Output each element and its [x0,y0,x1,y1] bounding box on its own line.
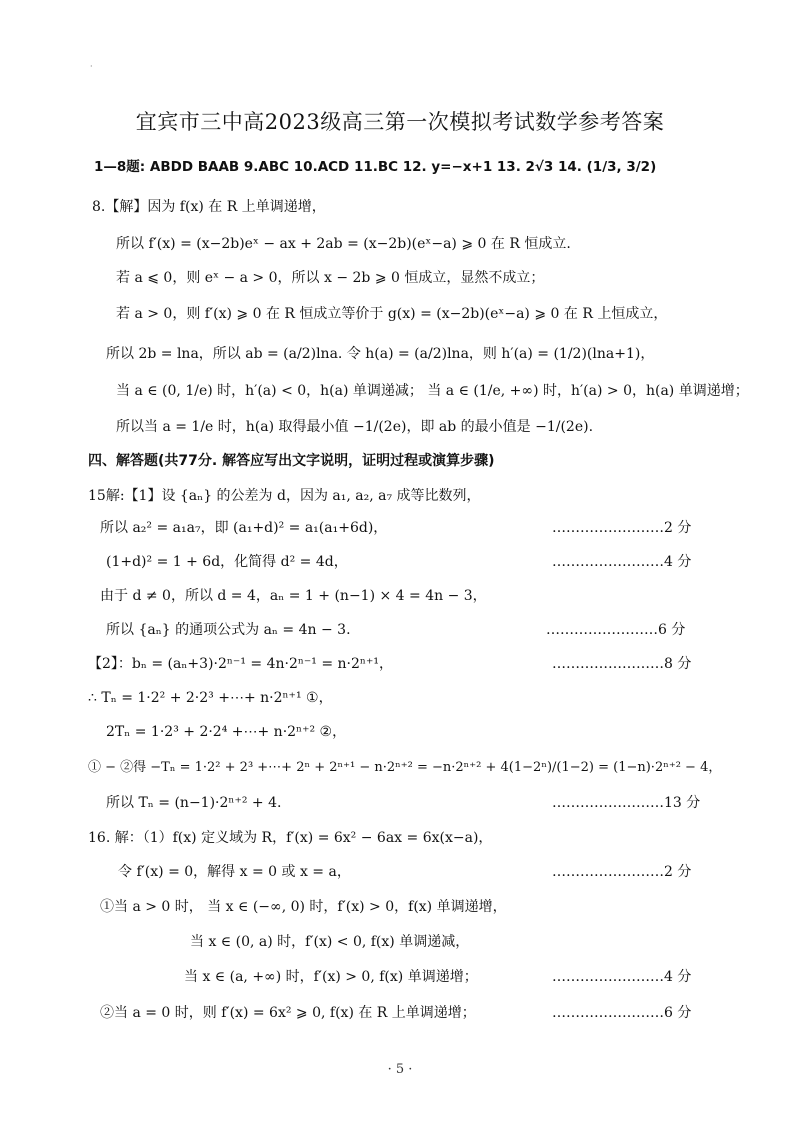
page-title: 宜宾市三中高2023级高三第一次模拟考试数学参考答案 [135,110,665,134]
q15-score-13: ……………………13 分 [552,795,701,811]
q15-line-2: 所以 a₂² = a₁a₇，即 (a₁+d)² = a₁(a₁+6d)， [100,520,388,536]
q16-line-3: ①当 a > 0 时， 当 x ∈ (−∞, 0) 时，f′(x) > 0，f(x) 单调递增， [100,899,507,915]
q15-line-4: 由于 d ≠ 0，所以 d = 4，aₙ = 1 + (n−1) × 4 = 4n − 3， [100,588,487,604]
q8-line-3: 若 a ⩽ 0，则 eˣ − a > 0，所以 x − 2b ⩾ 0 恒成立，显然不成立； [116,270,545,286]
q8-line-1: 8.【解】因为 f(x) 在 R 上单调递增， [92,199,326,215]
q15-score-2: ……………………2 分 [552,520,692,536]
q8-line-5: 所以 2b = lna，所以 ab = (a/2)lna. 令 h(a) = (a/2)lna，则 h′(a) = (1/2)(lna+1)， [106,346,655,362]
q8-line-6: 当 a ∈ (0, 1/e) 时，h′(a) < 0，h(a) 单调递减； 当 a ∈ (1/e, +∞) 时，h′(a) > 0，h(a) 单调递增； [116,383,749,399]
q16-line-6: ②当 a = 0 时，则 f′(x) = 6x² ⩾ 0, f(x) 在 R 上单调递增； [100,1005,476,1021]
q15-line-6: 【2】：bₙ = (aₙ+3)·2ⁿ⁻¹ = 4n·2ⁿ⁻¹ = n·2ⁿ⁺¹， [88,656,393,672]
section-heading: 四、解答题(共77分. 解答应写出文字说明，证明过程或演算步骤) [88,453,495,469]
q15-score-4: ……………………4 分 [552,554,692,570]
q16-line-5: 当 x ∈ (a, +∞) 时，f′(x) > 0, f(x) 单调递增； [184,969,478,985]
corner-mark: · [90,62,93,71]
q8-line-4: 若 a > 0，则 f′(x) ⩾ 0 在 R 恒成立等价于 g(x) = (x−2b)(eˣ−a) ⩾ 0 在 R 上恒成立， [116,306,668,322]
q16-line-4: 当 x ∈ (0, a) 时，f′(x) < 0, f(x) 单调递减， [190,934,470,950]
q15-line-1: 15解:【1】设 {aₙ} 的公差为 d，因为 a₁, a₂, a₇ 成等比数列， [88,488,481,504]
q16-score-4: ……………………4 分 [552,969,692,985]
q15-line-10: 所以 Tₙ = (n−1)·2ⁿ⁺² + 4. [106,795,282,811]
answers-line: 1—8题: ABDD BAAB 9.ABC 10.ACD 11.BC 12. y=−x+1 13. 2√3 14. (1/3, 3/2) [94,159,657,175]
q15-score-8: ……………………8 分 [552,656,692,672]
q8-line-2: 所以 f′(x) = (x−2b)eˣ − ax + 2ab = (x−2b)(eˣ−a) ⩾ 0 在 R 恒成立. [116,236,571,252]
q15-score-6: ……………………6 分 [546,622,686,638]
q15-line-3: (1+d)² = 1 + 6d，化简得 d² = 4d， [106,554,348,570]
q15-line-9: ① − ②得 −Tₙ = 1·2² + 2³ +⋯+ 2ⁿ + 2ⁿ⁺¹ − n·2ⁿ⁺² = −n·2ⁿ⁺² + 4(1−2ⁿ)/(1−2) = (1−n)·2ⁿ⁺² − 4， [88,760,722,775]
q15-line-5: 所以 {aₙ} 的通项公式为 aₙ = 4n − 3. [106,622,351,638]
page-number: · 5 · [387,1062,413,1077]
q8-line-7: 所以当 a = 1/e 时，h(a) 取得最小值 −1/(2e)，即 ab 的最小值是 −1/(2e). [116,419,594,435]
q16-line-1: 16. 解：（1）f(x) 定义域为 R，f′(x) = 6x² − 6ax = 6x(x−a)， [88,830,493,846]
q16-line-2: 令 f′(x) = 0，解得 x = 0 或 x = a， [118,864,351,880]
q16-score-2: ……………………2 分 [552,864,692,880]
q15-line-7: ∴ Tₙ = 1·2² + 2·2³ +⋯+ n·2ⁿ⁺¹ ①， [88,690,333,706]
q16-score-6: ……………………6 分 [552,1005,692,1021]
q15-line-8: 2Tₙ = 1·2³ + 2·2⁴ +⋯+ n·2ⁿ⁺² ②， [106,724,347,740]
